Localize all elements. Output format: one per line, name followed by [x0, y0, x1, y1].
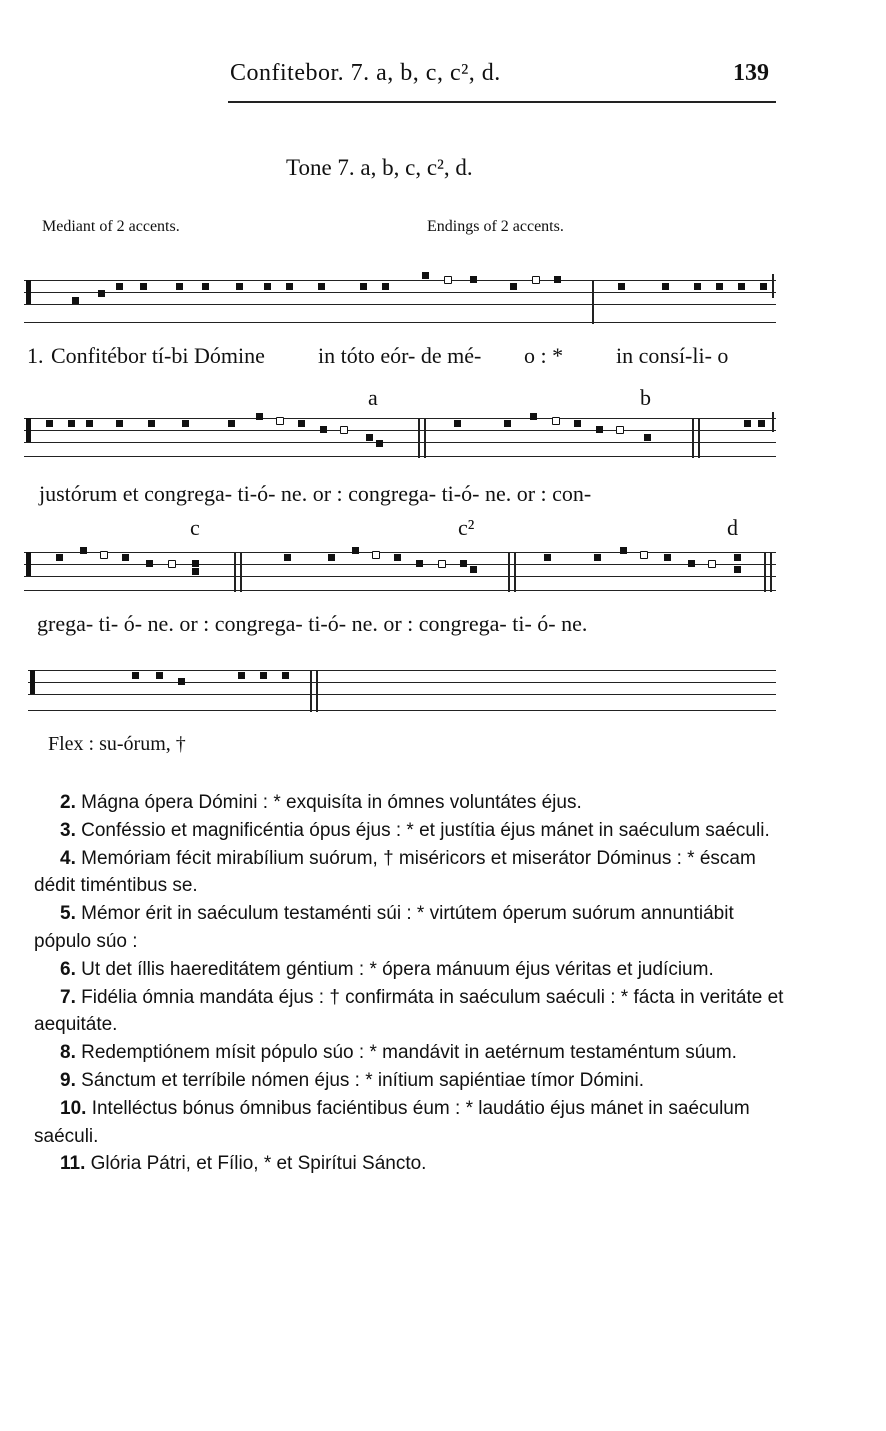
do-clef-icon — [30, 670, 35, 694]
flex-line — [48, 733, 186, 756]
neume-note-open — [552, 417, 560, 425]
ending-letter-c2: c² — [458, 515, 475, 540]
neume-note — [132, 672, 139, 679]
staff1-lyric-part3: o : * — [524, 343, 564, 368]
neume-note — [620, 547, 627, 554]
verse — [34, 1067, 786, 1095]
neume-note — [236, 283, 243, 290]
staff-3 — [24, 546, 776, 596]
verse-number: 9. — [60, 1069, 76, 1091]
neume-note — [530, 413, 537, 420]
neume-note — [80, 547, 87, 554]
neume-note-open — [168, 560, 176, 568]
verse — [34, 1150, 786, 1178]
do-clef-icon — [26, 418, 31, 442]
neume-note — [688, 560, 695, 567]
ending-letter-c: c — [190, 515, 200, 540]
neume-note — [596, 426, 603, 433]
neume-note — [422, 272, 429, 279]
neume-note — [116, 420, 123, 427]
neume-note — [470, 566, 477, 573]
neume-note — [460, 560, 467, 567]
neume-note — [360, 283, 367, 290]
verse — [34, 1095, 786, 1151]
neume-note — [286, 283, 293, 290]
neume-note — [544, 554, 551, 561]
flex-text: Flex : su-órum, † — [48, 733, 186, 755]
neume-note — [554, 276, 561, 283]
neume-note-open — [708, 560, 716, 568]
verse-number: 8. — [60, 1042, 76, 1064]
neume-note-open — [640, 551, 648, 559]
ending-letter-a: a — [368, 385, 378, 410]
ending-letter-d: d — [727, 515, 738, 540]
neume-note — [716, 283, 723, 290]
neume-note — [182, 420, 189, 427]
verse-number: 4. — [60, 847, 76, 869]
neume-note — [376, 440, 383, 447]
verse-number: 5. — [60, 903, 76, 925]
neume-note — [284, 554, 291, 561]
neume-note — [394, 554, 401, 561]
neume-note — [56, 554, 63, 561]
neume-note — [416, 560, 423, 567]
neume-note — [264, 283, 271, 290]
verse — [34, 956, 786, 984]
verse-text: Intelléctus bónus ómnibus faciéntibus éum : * laudátio éjus mánet in saéculum saéculi. — [34, 1097, 750, 1147]
neume-note — [738, 283, 745, 290]
neume-note-open — [532, 276, 540, 284]
verse-text: Mémor érit in saéculum testaménti súi : * virtútem óperum suórum annuntiábit pópulo súo : — [34, 903, 734, 952]
neume-note — [594, 554, 601, 561]
neume-note — [228, 420, 235, 427]
neume-note — [46, 420, 53, 427]
verse — [34, 845, 786, 901]
neume-note — [318, 283, 325, 290]
neume-note-open — [340, 426, 348, 434]
neume-note — [156, 672, 163, 679]
neume-note — [238, 672, 245, 679]
psalm-verses — [34, 789, 786, 1178]
neume-note — [510, 283, 517, 290]
neume-note — [116, 283, 123, 290]
neume-note — [574, 420, 581, 427]
neume-note — [192, 568, 199, 575]
neume-note — [98, 290, 105, 297]
verse — [34, 789, 786, 817]
verse-number: 7. — [60, 986, 76, 1008]
neume-note — [176, 283, 183, 290]
neume-note — [282, 672, 289, 679]
neume-note-open — [616, 426, 624, 434]
neume-note — [664, 554, 671, 561]
mediant-label: Mediant of 2 accents. — [42, 218, 180, 235]
neume-note — [470, 276, 477, 283]
endings-label: Endings of 2 accents. — [427, 218, 564, 235]
neume-note — [744, 420, 751, 427]
neume-note — [192, 560, 199, 567]
neume-note — [734, 566, 741, 573]
staff1-lyric-part4: in consí-li- o — [616, 343, 729, 368]
running-title: Confitebor. 7. a, b, c, c², d. — [230, 60, 501, 86]
verse-text: Sánctum et terríbile nómen éjus : * inítium sapiéntiae tímor Dómini. — [81, 1069, 644, 1091]
staff2-lyrics: justórum et congrega- ti-ó- ne. or : congrega- ti-ó- ne. or : con- — [39, 481, 592, 506]
neume-note — [320, 426, 327, 433]
verse — [34, 900, 786, 956]
do-clef-icon — [26, 280, 31, 304]
staff-2 — [24, 412, 776, 462]
neume-note — [68, 420, 75, 427]
verse — [34, 984, 786, 1040]
neume-note — [122, 554, 129, 561]
verse-text: Memóriam fécit mirabílium suórum, † miséricors et miserátor Dóminus : * éscam dédit timéntibus se. — [34, 847, 756, 897]
verse-number: 10. — [60, 1097, 87, 1119]
neume-note — [382, 283, 389, 290]
verse — [34, 817, 786, 845]
verse-number: 2. — [60, 792, 76, 813]
neume-note-open — [444, 276, 452, 284]
staff1-lyric-part1: Confitébor tí-bi Dómine — [51, 343, 265, 368]
neume-note — [178, 678, 185, 685]
neume-note — [86, 420, 93, 427]
neume-note — [140, 283, 147, 290]
staff-4 — [28, 664, 776, 714]
verse-text: Redemptiónem mísit pópulo súo : * mandávit in aetérnum testaméntum súum. — [81, 1042, 737, 1064]
neume-note — [256, 413, 263, 420]
verse-text: Ut det íllis haereditátem géntium : * ópera mánuum éjus véritas et judícium. — [81, 958, 714, 980]
neume-note — [298, 420, 305, 427]
neume-note-open — [276, 417, 284, 425]
neume-note — [148, 420, 155, 427]
staff1-lyric-number: 1. — [27, 343, 44, 368]
neume-note — [454, 420, 461, 427]
verse-number: 11. — [60, 1153, 86, 1175]
neume-note — [758, 420, 765, 427]
staff-1 — [24, 270, 776, 326]
staff1-lyric-part2: in tóto eór- de mé- — [318, 343, 482, 368]
neume-note — [328, 554, 335, 561]
neume-note-open — [100, 551, 108, 559]
neume-note — [72, 297, 79, 304]
verse-text: Glória Pátri, et Fílio, * et Spirítui Sáncto. — [90, 1153, 427, 1175]
neume-note-open — [438, 560, 446, 568]
staff3-lyrics: grega- ti- ó- ne. or : congrega- ti-ó- ne. or : congrega- ti- ó- ne. — [37, 611, 588, 636]
verse-text: Conféssio et magnificéntia ópus éjus : * et justítia éjus mánet in saéculum saéculi. — [81, 819, 770, 841]
header-rule — [228, 101, 776, 103]
neume-note — [662, 283, 669, 290]
page-number: 139 — [733, 60, 769, 86]
neume-note — [618, 283, 625, 290]
do-clef-icon — [26, 552, 31, 576]
verse-number: 3. — [60, 819, 76, 841]
neume-note — [504, 420, 511, 427]
verse-number: 6. — [60, 958, 76, 980]
neume-note — [146, 560, 153, 567]
neume-note-open — [372, 551, 380, 559]
tone-title: Tone 7. a, b, c, c², d. — [286, 155, 473, 180]
neume-note — [644, 434, 651, 441]
verse-text: Mágna ópera Dómini : * exquisíta in ómnes voluntátes éjus. — [81, 792, 582, 813]
neume-note — [694, 283, 701, 290]
neume-note — [260, 672, 267, 679]
verse-text: Fidélia ómnia mandáta éjus : † confirmáta in saéculum saéculi : * fácta in veritáte et aequitáte. — [34, 986, 784, 1036]
neume-note — [366, 434, 373, 441]
neume-note — [352, 547, 359, 554]
ending-letter-b: b — [640, 385, 651, 410]
verse — [34, 1039, 786, 1067]
neume-note — [202, 283, 209, 290]
neume-note — [734, 554, 741, 561]
neume-note — [760, 283, 767, 290]
